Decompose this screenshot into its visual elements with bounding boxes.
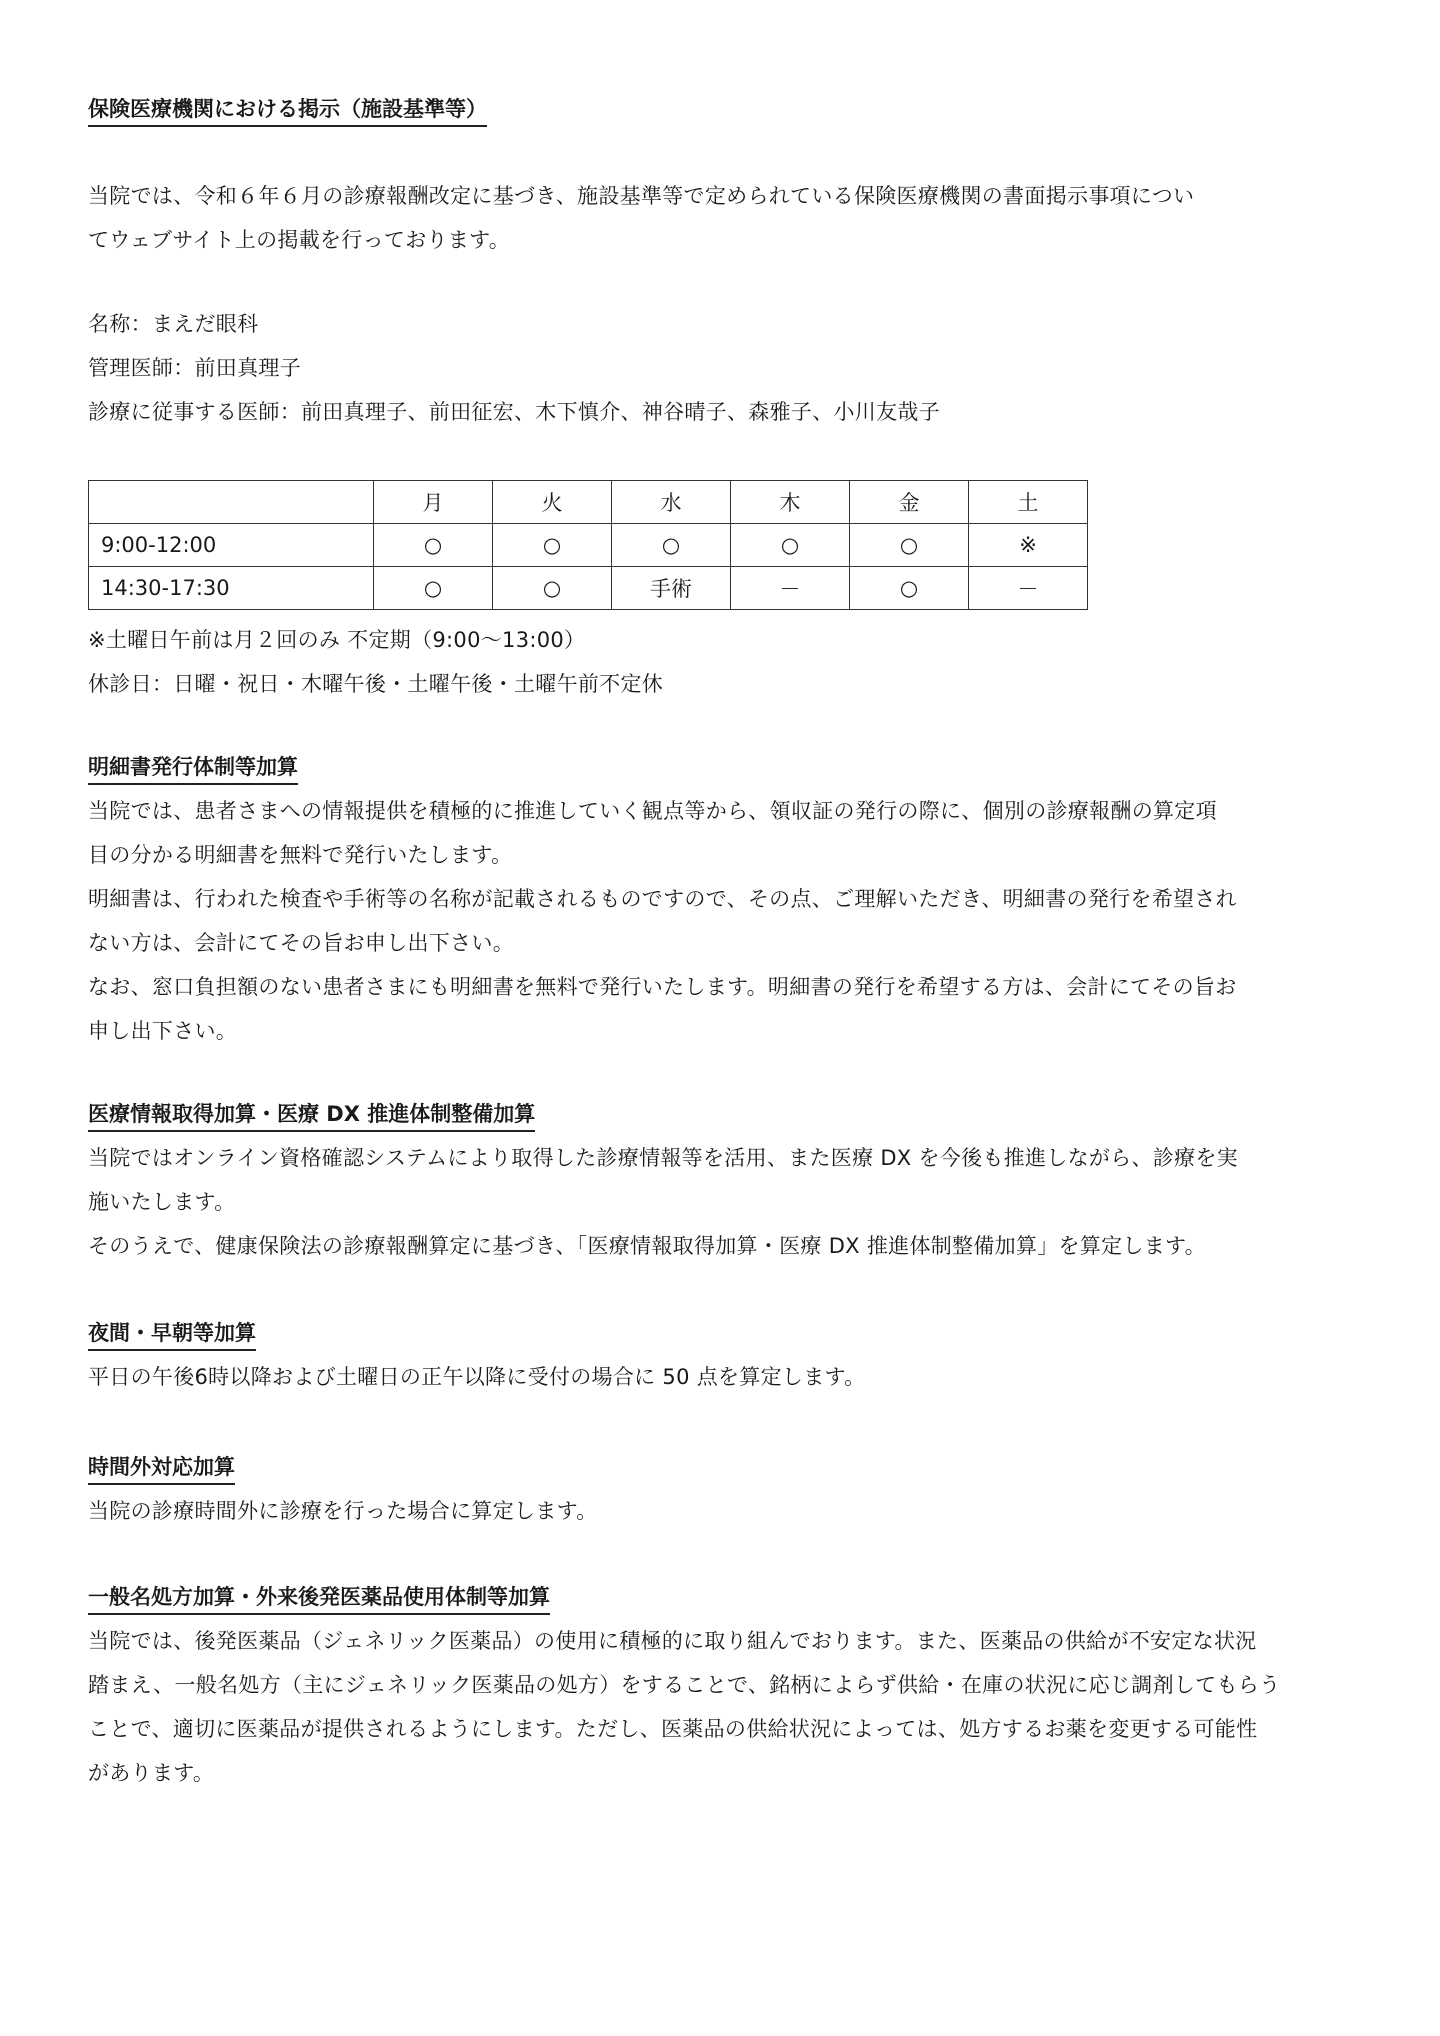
clinic-manager: 管理医師：前田真理子	[88, 356, 301, 380]
section-statement-issuance	[88, 752, 1358, 1053]
schedule-notes	[88, 618, 1358, 706]
section-heading: 明細書発行体制等加算	[88, 752, 298, 785]
section-line: 当院では、後発医薬品（ジェネリック医薬品）の使用に積極的に取り組んでおります。また、医薬品の供給が不安定な状況	[88, 1629, 1257, 1653]
page-title: 保険医療機関における掲示（施設基準等）	[88, 94, 487, 127]
day-header: 水	[612, 481, 731, 524]
section-line: ない方は、会計にてその旨お申し出下さい。	[88, 931, 514, 955]
intro-paragraph	[88, 174, 1358, 262]
section-line: 申し出下さい。	[88, 1019, 238, 1043]
schedule-header-row	[89, 481, 1088, 524]
schedule-cell: ○	[493, 567, 612, 610]
section-line: 目の分かる明細書を無料で発行いたします。	[88, 843, 513, 867]
schedule-cell: ○	[850, 567, 969, 610]
section-line: があります。	[88, 1761, 215, 1785]
schedule-cell: －	[731, 567, 850, 610]
schedule-table	[88, 480, 1088, 610]
section-line: 踏まえ、一般名処方（主にジェネリック医薬品の処方）をすることで、銘柄によらず供給・在庫の状況に応じ調剤してもらう	[88, 1673, 1281, 1697]
clinic-info	[88, 302, 1358, 434]
time-slot: 9:00-12:00	[89, 524, 374, 567]
schedule-cell: ○	[612, 524, 731, 567]
day-header: 金	[850, 481, 969, 524]
saturday-note: ※土曜日午前は月２回のみ 不定期（9:00～13:00）	[88, 628, 586, 652]
schedule-row-morning	[89, 524, 1088, 567]
intro-line: てウェブサイト上の掲載を行っております。	[88, 228, 511, 252]
section-heading: 一般名処方加算・外来後発医薬品使用体制等加算	[88, 1582, 550, 1615]
schedule-cell: ○	[374, 567, 493, 610]
schedule-cell: ○	[374, 524, 493, 567]
section-line: 当院では、患者さまへの情報提供を積極的に推進していく観点等から、領収証の発行の際に、個別の診療報酬の算定項	[88, 799, 1217, 823]
schedule-row-afternoon	[89, 567, 1088, 610]
section-line: 明細書は、行われた検査や手術等の名称が記載されるものですので、その点、ご理解いただき、明細書の発行を希望され	[88, 887, 1237, 911]
day-header: 月	[374, 481, 493, 524]
schedule-cell: ○	[731, 524, 850, 567]
intro-line: 当院では、令和６年６月の診療報酬改定に基づき、施設基準等で定められている保険医療機関の書面掲示事項につい	[88, 184, 1195, 208]
day-header: 火	[493, 481, 612, 524]
section-medical-dx	[88, 1099, 1358, 1268]
section-heading: 医療情報取得加算・医療 DX 推進体制整備加算	[88, 1099, 535, 1132]
section-line: そのうえで、健康保険法の診療報酬算定に基づき、「医療情報取得加算・医療 DX 推進体制整備加算」を算定します。	[88, 1234, 1206, 1258]
section-generic-prescription	[88, 1582, 1358, 1795]
schedule-cell: ※	[969, 524, 1088, 567]
section-line: 当院の診療時間外に診療を行った場合に算定します。	[88, 1499, 598, 1523]
section-heading: 夜間・早朝等加算	[88, 1318, 256, 1351]
day-header: 土	[969, 481, 1088, 524]
clinic-name: 名称：まえだ眼科	[88, 312, 259, 336]
schedule-cell: 手術	[612, 567, 731, 610]
section-line: ことで、適切に医薬品が提供されるようにします。ただし、医薬品の供給状況によっては、処方するお薬を変更する可能性	[88, 1717, 1258, 1741]
section-line: 平日の午後6時以降および土曜日の正午以降に受付の場合に 50 点を算定します。	[88, 1365, 866, 1389]
schedule-cell: ○	[850, 524, 969, 567]
time-slot: 14:30-17:30	[89, 567, 374, 610]
section-heading: 時間外対応加算	[88, 1452, 235, 1485]
closed-days-note: 休診日：日曜・祝日・木曜午後・土曜午後・土曜午前不定休	[88, 672, 664, 696]
section-night-early	[88, 1318, 1358, 1399]
schedule-cell: －	[969, 567, 1088, 610]
day-header: 木	[731, 481, 850, 524]
clinic-doctors: 診療に従事する医師：前田真理子、前田征宏、木下慎介、神谷晴子、森雅子、小川友哉子	[88, 400, 940, 424]
section-line: 当院ではオンライン資格確認システムにより取得した診療情報等を活用、また医療 DX を今後も推進しながら、診療を実	[88, 1146, 1238, 1170]
schedule-corner-cell	[89, 481, 374, 524]
section-line: なお、窓口負担額のない患者さまにも明細書を無料で発行いたします。明細書の発行を希望する方は、会計にてその旨お	[88, 975, 1237, 999]
section-line: 施いたします。	[88, 1190, 236, 1214]
section-after-hours	[88, 1452, 1358, 1533]
schedule-cell: ○	[493, 524, 612, 567]
